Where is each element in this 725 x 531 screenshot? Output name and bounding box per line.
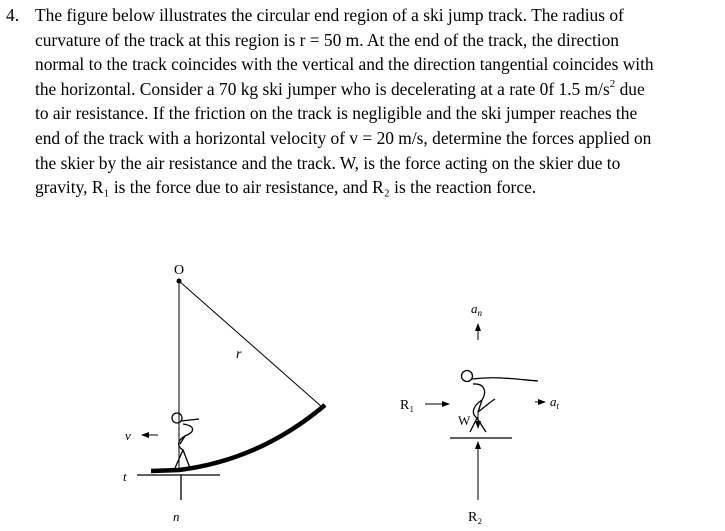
- reaction-label: R₂: [468, 510, 483, 525]
- normal-accel-subscript: n: [477, 308, 482, 318]
- velocity-label: v: [125, 428, 131, 443]
- question-line: gravity, R₁ is the force due to air resistance, and R₂ is the reaction force.: [35, 177, 537, 198]
- question-line: end of the track with a horizontal velocity of v = 20 m/s, determine the forces applied on: [35, 127, 652, 148]
- question-line: normal to the track coincides with the vertical and the direction tangential coincides with: [35, 54, 654, 75]
- question-line-tail: due: [615, 78, 645, 99]
- question-line: the skier by the air resistance and the track. W, is the force acting on the skier due to: [35, 152, 621, 173]
- normal-accel-label: [471, 301, 483, 318]
- exponent: 2: [609, 77, 616, 90]
- track-diagram: [123, 263, 325, 524]
- normal-label: n: [173, 509, 180, 524]
- question-line: The figure below illustrates the circular end region of a ski jump track. The radius of: [35, 5, 624, 25]
- tangent-accel-label: [550, 394, 560, 411]
- tangent-accel-symbol: a: [550, 394, 557, 409]
- center-label: O: [174, 263, 185, 278]
- skier-free-body: [462, 371, 539, 433]
- tangent-label: t: [123, 469, 127, 484]
- weight-label: W: [458, 413, 471, 428]
- air-force-label: R₁: [400, 398, 415, 413]
- free-body-diagram: [400, 301, 560, 525]
- radius-line: [179, 281, 322, 407]
- question-number: 4.: [6, 5, 20, 25]
- question-line: curvature of the track at this region is r = 50 m. At the end of the track, the direction: [35, 29, 619, 50]
- question-line: to air resistance. If the friction on the track is negligible and the ski jumper reaches the: [35, 103, 638, 124]
- track-arc: [151, 405, 325, 471]
- tangent-accel-subscript: t: [556, 401, 560, 411]
- normal-accel-symbol: a: [471, 301, 478, 316]
- radius-label: r: [236, 347, 242, 362]
- skier-on-track: [172, 413, 199, 468]
- question-line-text: the horizontal. Consider a 70 kg ski jumper who is decelerating at a rate 0f 1.5 m/s: [35, 78, 610, 99]
